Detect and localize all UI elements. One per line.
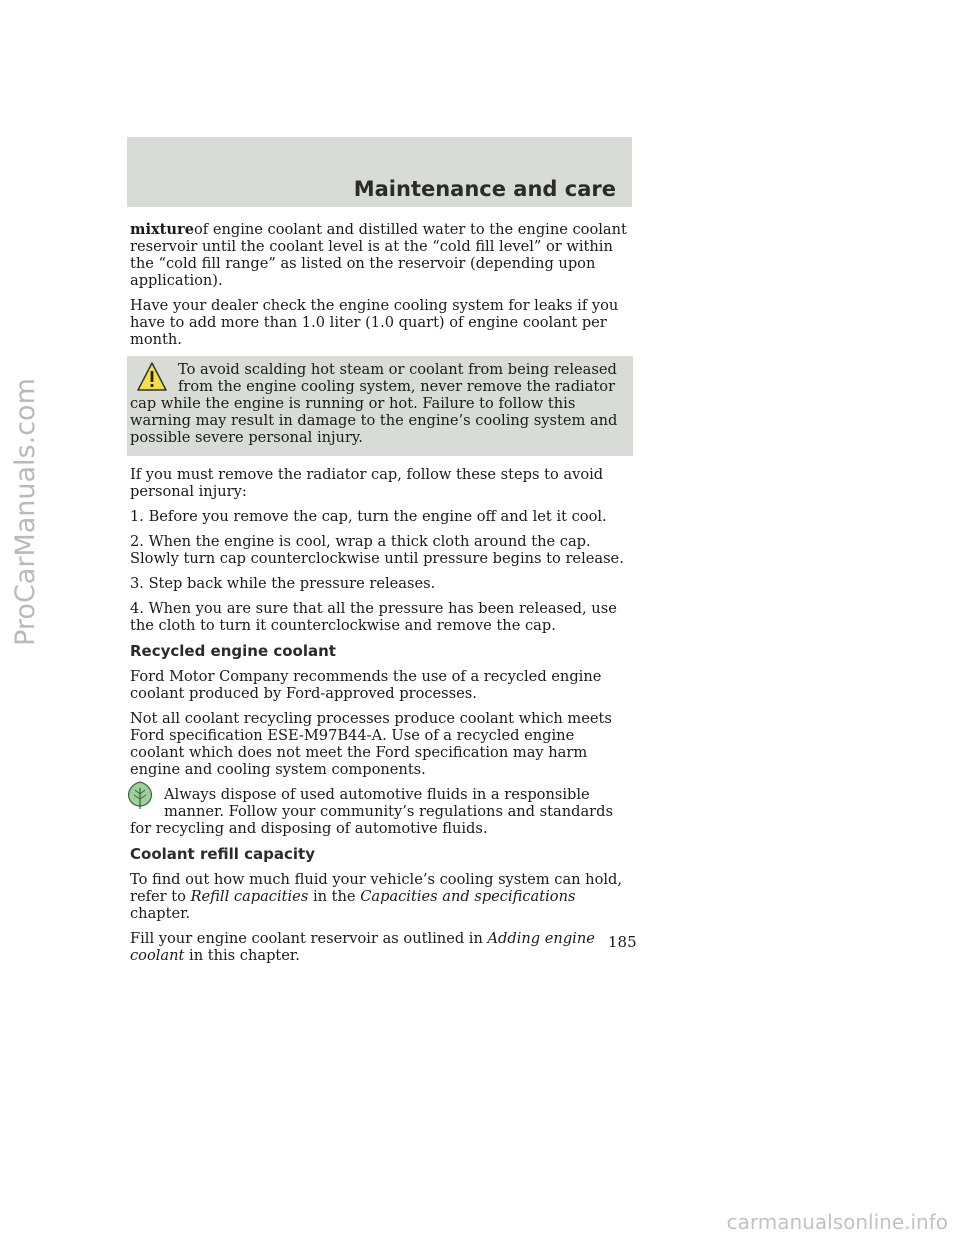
capacity-text-a: To find out how much fluid your vehicle’s cooling system can hold, refer to	[130, 871, 623, 905]
capacities-specifications-ref: Capacities and specifications	[360, 888, 576, 905]
capacity-text-b: in the	[312, 888, 356, 905]
content	[130, 221, 630, 972]
heading-refill-capacity: Coolant refill capacity	[130, 845, 316, 863]
section-title: Maintenance and care	[353, 177, 616, 201]
heading-recycled-coolant: Recycled engine coolant	[130, 642, 336, 660]
watermark-bottom: carmanualsonline.info	[726, 1210, 948, 1234]
environment-leaf-icon	[124, 780, 156, 810]
paragraph-recycled-2: Not all coolant recycling processes produce coolant which meets Ford specification ESE-M97B44-A. Use of a recycled engine coolant which does not meet the Ford specification may harm engine and cooling system components.	[130, 710, 612, 778]
paragraph-capacity-1	[130, 871, 630, 922]
environment-text: Always dispose of used automotive fluids in a responsible manner. Follow your community’s regulations and standards for recycling and disposing of automotive fluids.	[130, 786, 613, 837]
paragraph-dealer-check: Have your dealer check the engine cooling system for leaks if you have to add more than 1.0 liter (1.0 quart) of engine coolant per month.	[130, 297, 619, 348]
step-1: 1. Before you remove the cap, turn the engine off and let it cool.	[130, 508, 607, 525]
header-band	[127, 137, 632, 207]
paragraph-capacity-2	[130, 930, 630, 964]
step-2: 2. When the engine is cool, wrap a thick cloth around the cap. Slowly turn cap counterclockwise until pressure begins to release.	[130, 533, 624, 567]
paragraph-radiator-intro: If you must remove the radiator cap, follow these steps to avoid personal injury:	[130, 466, 604, 500]
mixture-bold: mixture	[130, 221, 195, 238]
warning-text: To avoid scalding hot steam or coolant from being released from the engine cooling system, never remove the radiator cap while the engine is running or hot. Failure to follow this warning may result in damage to the engine’s cooling system and possible severe personal injury.	[130, 361, 618, 446]
adding-engine-coolant-ref: Adding engine coolant	[130, 930, 595, 964]
warning-box	[127, 356, 633, 456]
mixture-text: of engine coolant and distilled water to the engine coolant reservoir until the coolant level is at the “cold fill level” or within the “cold fill range” as listed on the reservoir (depending upon application).	[130, 221, 627, 289]
paragraph-recycled-1: Ford Motor Company recommends the use of a recycled engine coolant produced by Ford-approved processes.	[130, 668, 602, 702]
step-4: 4. When you are sure that all the pressure has been released, use the cloth to turn it counterclockwise and remove the cap.	[130, 600, 617, 634]
reservoir-text-b: in this chapter.	[189, 947, 300, 964]
watermark-side-text: ProCarManuals.com	[10, 378, 41, 646]
step-3: 3. Step back while the pressure releases.	[130, 575, 436, 592]
refill-capacities-ref: Refill capacities	[190, 888, 309, 905]
capacity-text-c: chapter.	[130, 905, 191, 922]
reservoir-text-a: Fill your engine coolant reservoir as outlined in	[130, 930, 483, 947]
page-number: 185	[608, 933, 637, 951]
paragraph-mixture	[130, 221, 630, 289]
paragraph-environment	[130, 786, 630, 837]
warning-triangle-icon	[136, 361, 168, 393]
